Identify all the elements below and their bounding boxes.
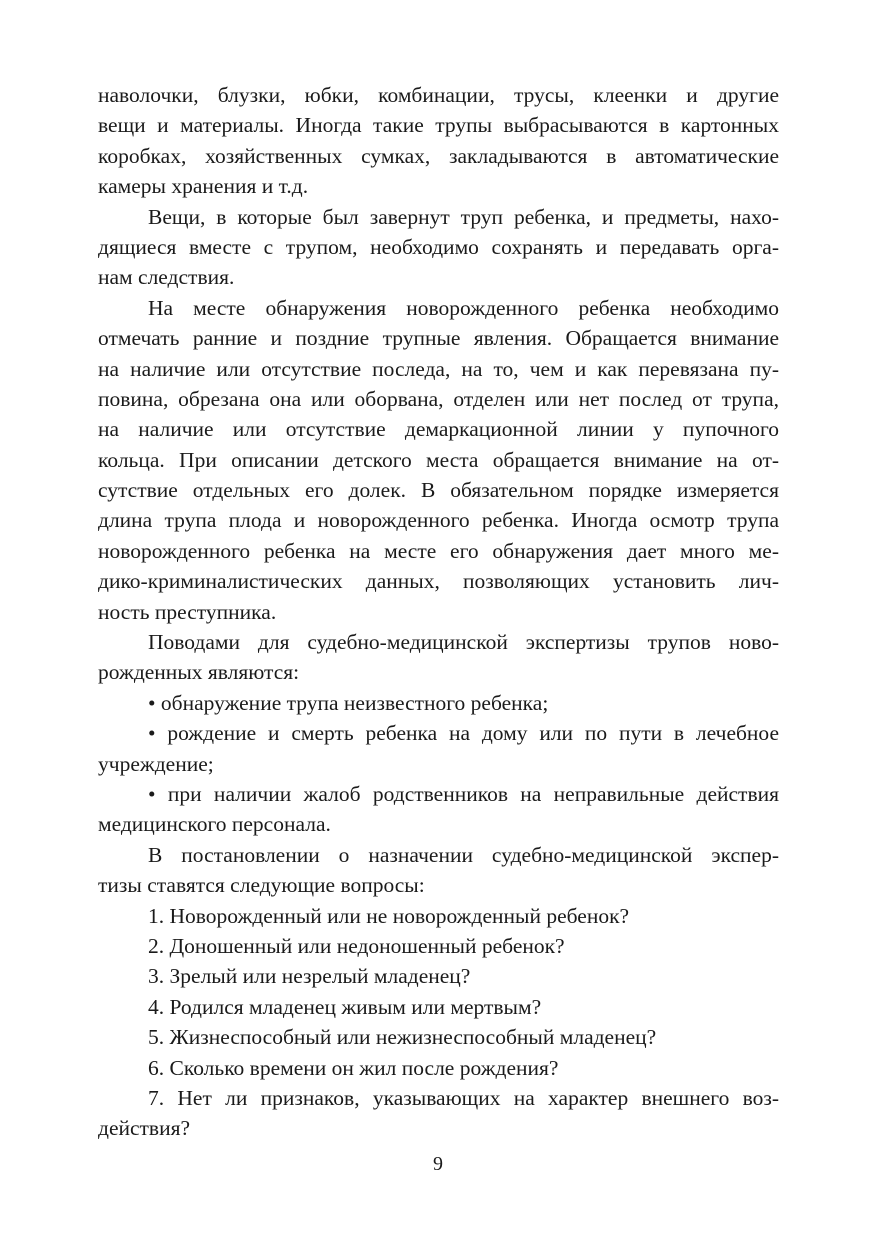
text-line: • обнаружение трупа неизвестного ребенка; [148, 690, 549, 715]
text-line: вещи и материалы. Иногда такие трупы выбрасываются в картонных [98, 113, 779, 138]
question-item [98, 1022, 779, 1052]
text-line: на наличие или отсутствие демаркационной линии у пупочного [98, 417, 779, 442]
text-line: 1. Новорожденный или не новорожденный ребенок? [148, 903, 630, 928]
text-line: тизы ставятся следующие вопросы: [98, 873, 425, 898]
text-line: повина, обрезана она или оборвана, отделен или нет послед от трупа, [98, 386, 779, 411]
text-line: 3. Зрелый или незрелый младенец? [148, 964, 471, 989]
question-item [98, 992, 779, 1022]
text-line: новорожденного ребенка на месте его обнаружения дает много ме- [98, 538, 779, 563]
paragraph-continuation [98, 80, 779, 202]
text-line: действия? [98, 1116, 191, 1141]
paragraph-items [98, 202, 779, 293]
text-line: сутствие отдельных его долек. В обязательном порядке измеряется [98, 478, 779, 503]
text-line: 6. Сколько времени он жил после рождения? [148, 1055, 559, 1080]
text-line: В постановлении о назначении судебно-медицинской экспер- [148, 842, 779, 867]
page-body [98, 80, 779, 1144]
text-line: отмечать ранние и поздние трупные явления. Обращается внимание [98, 326, 779, 351]
text-line: • при наличии жалоб родственников на неправильные действия [148, 781, 779, 806]
text-line: На месте обнаружения новорожденного ребенка необходимо [148, 295, 779, 320]
question-item [98, 931, 779, 961]
text-line: рожденных являются: [98, 660, 300, 685]
question-item [98, 1053, 779, 1083]
text-line: дящиеся вместе с трупом, необходимо сохранять и передавать орга- [98, 234, 779, 259]
text-line: длина трупа плода и новорожденного ребенка. Иногда осмотр трупа [98, 508, 779, 533]
page-number: 9 [433, 1153, 443, 1175]
text-line: 5. Жизнеспособный или нежизнеспособный младенец? [148, 1025, 657, 1050]
paragraph-scene-examination [98, 293, 779, 627]
text-line: Вещи, в которые был завернут труп ребенка, и предметы, нахо- [148, 204, 779, 229]
paragraph-grounds [98, 627, 779, 688]
text-line: нам следствия. [98, 265, 235, 290]
text-line: кольца. При описании детского места обращается внимание на от- [98, 447, 779, 472]
bullet-item [98, 779, 779, 840]
question-item [98, 901, 779, 931]
text-line: наволочки, блузки, юбки, комбинации, трусы, клеенки и другие [98, 83, 779, 107]
text-line: ность преступника. [98, 599, 277, 624]
text-line: медицинского персонала. [98, 812, 331, 837]
text-line: на наличие или отсутствие последа, на то, чем и как перевязана пу- [98, 356, 779, 381]
text-line: коробках, хозяйственных сумках, закладываются в автоматические [98, 143, 779, 168]
paragraph-questions-intro [98, 840, 779, 901]
text-line: • рождение и смерть ребенка на дому или по пути в лечебное [148, 721, 779, 746]
text-line: Поводами для судебно-медицинской экспертизы трупов ново- [148, 630, 779, 655]
text-line: камеры хранения и т.д. [98, 174, 309, 199]
question-item [98, 961, 779, 991]
text-line: 4. Родился младенец живым или мертвым? [148, 994, 542, 1019]
text-line: 7. Нет ли признаков, указывающих на характер внешнего воз- [148, 1085, 779, 1110]
bullet-item [98, 718, 779, 779]
text-line: 2. Доношенный или недоношенный ребенок? [148, 933, 565, 958]
question-item [98, 1083, 779, 1144]
bullet-item [98, 688, 779, 718]
text-line: учреждение; [98, 751, 214, 776]
text-line: дико-криминалистических данных, позволяющих установить лич- [98, 569, 779, 594]
